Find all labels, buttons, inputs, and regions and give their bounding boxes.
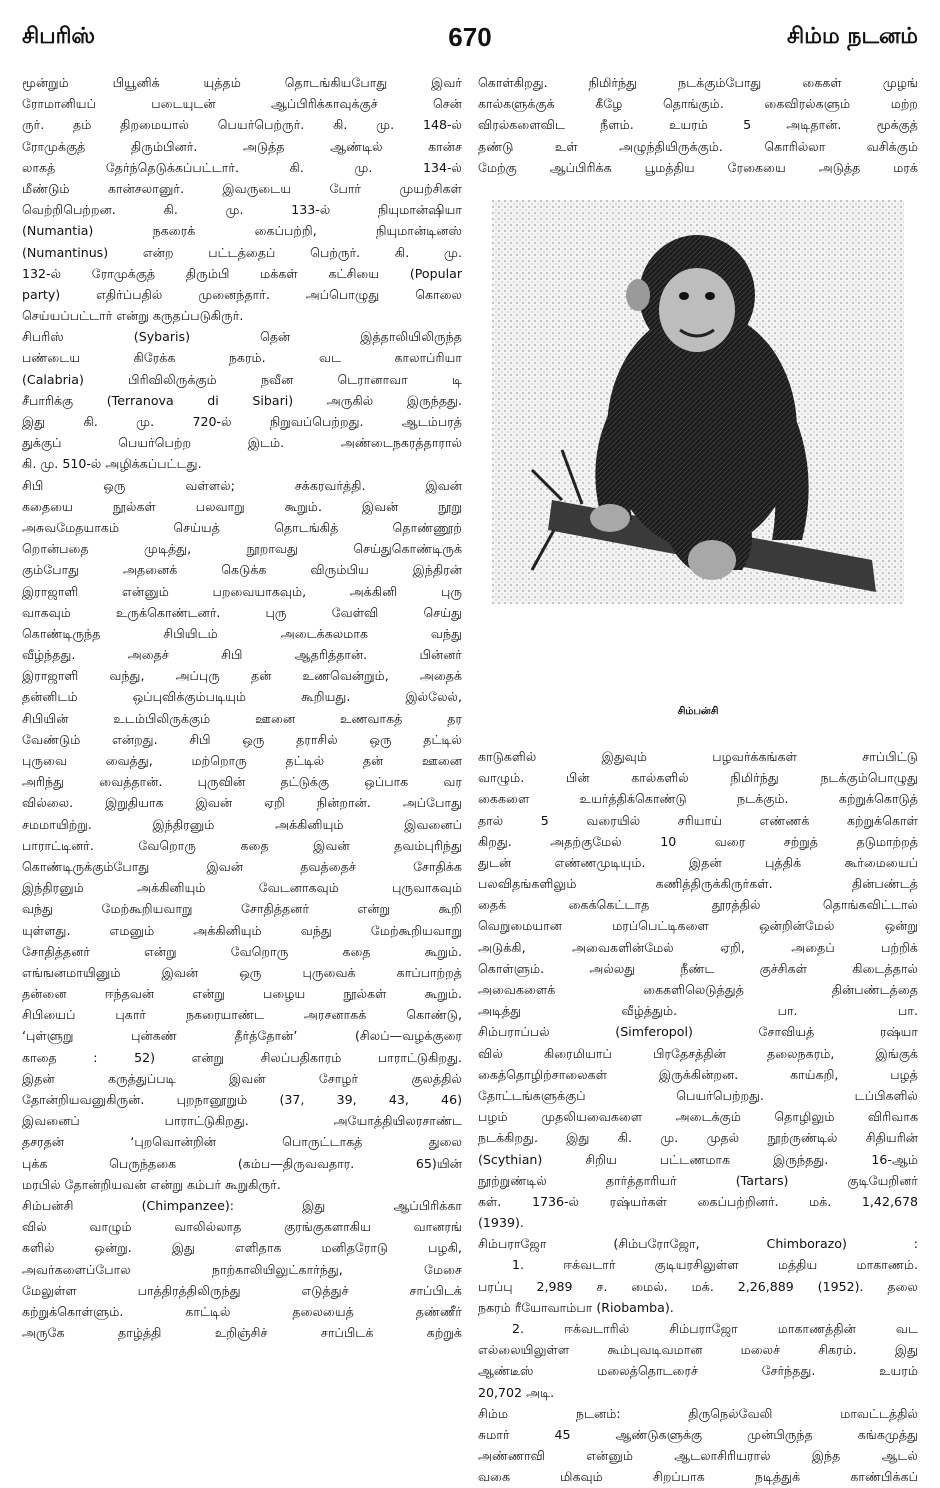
- text-line: இதன் கருத்துப்படி இவன் சோழர் குலத்தில்: [22, 1070, 462, 1086]
- text-line: பாராட்டினர். வேறொரு கதை இவன் தவம்புரிந்து: [22, 837, 462, 853]
- text-line: மூன்றும் பியூனிக் யுத்தம் தொடங்கியபோது இவர்: [22, 75, 462, 90]
- text-line: கைத்தொழிற்சாலைகள் இருக்கின்றன. காய்கறி, பழத்: [478, 1066, 918, 1082]
- text-line: ருர். தம் திறமையால் பெயர்பெற்ருர். கி. மு. 148-ல்: [22, 117, 462, 133]
- chimp-ear: [626, 279, 650, 311]
- text-line: தசரதன் ‘புறவொன்றின் பொருட்டாகத் துலை: [22, 1134, 462, 1150]
- entry-heading-simha-nadanam: சிம்ம நடனம்: திருநெல்வேலி மாவட்டத்தில்: [478, 1405, 918, 1421]
- text-line: சிபியைப் புகார் நகரையாண்ட அரசனாகக் கொண்டு,: [22, 1007, 462, 1023]
- text-line: அருகே தாழ்த்தி உறிஞ்சிச் சாப்பிடக் கற்றுக்: [22, 1325, 462, 1341]
- text-line: அடித்து வீழ்த்தும். பா. பா.: [478, 1003, 918, 1019]
- chimp-face: [659, 268, 735, 352]
- page-header: [22, 20, 918, 60]
- chimp-foot: [688, 540, 736, 580]
- text-line: கள். 1736-ல் ரஷ்யர்கள் கைப்பற்றினர். மக். 1,42,678: [478, 1193, 918, 1209]
- text-line: இராஜாளி வந்து, அப்புரு தன் உணவென்றும், அதைக்: [22, 668, 462, 684]
- text-line: தண்டு உள் அழுந்தியிருக்கும். கொரில்லா வசிக்கும்: [478, 138, 918, 154]
- running-head-right: சிம்ம நடனம்: [787, 24, 918, 49]
- text-line: வேண்டும் என்றது. சிபி ஒரு தராசில் ஒரு தட்டில்: [22, 731, 462, 747]
- text-line: 1. ஈக்வடார் குடியரசிலுள்ள மத்திய மாகாணம்.: [512, 1257, 918, 1273]
- text-line: நூற்றுண்டில் தார்த்தாரியர் (Tartars) குடியேறினர்: [478, 1172, 918, 1188]
- text-line: நடக்கிறது. இது கி. மு. முதல் நூற்ருண்டில் சிதியரின்: [478, 1130, 918, 1146]
- text-line: வந்து மேற்கூறியவாறு சோதித்தனர் என்று கூறி: [22, 901, 462, 917]
- chimp-hand: [590, 504, 630, 532]
- text-line: (Scythian) சிறிய பட்டணமாக இருந்தது. 16-ஆம்: [478, 1151, 918, 1167]
- right-column: [478, 72, 918, 1488]
- text-line: கற்றுக்கொள்ளும். காட்டில் தலையைத் தண்ணீர்: [22, 1303, 462, 1319]
- text-line: party) எதிர்ப்பதில் முனைந்தார். அப்பொழுது கொலை: [22, 286, 462, 302]
- text-line: ரோமானியப் படையுடன் ஆப்பிரிக்காவுக்குச் சென்: [22, 96, 462, 112]
- text-line: சீபாரிக்கு (Terranova di Sibari) அருகில் இருந்தது.: [22, 392, 462, 408]
- text-line: யுள்ளது. எமனும் அக்கினியும் வந்து மேற்கூறியவாறு: [22, 922, 462, 938]
- text-line: கால்களுக்குக் கீழே தொங்கும். கைவிரல்களும் மற்ற: [478, 96, 918, 112]
- text-line: ரோமுக்குத் திரும்பினர். அடுத்த ஆண்டில் கான்ச: [22, 138, 462, 154]
- text-line: தோன்றியவனுகிருன். புறநானூறும் (37, 39, 43, 46): [22, 1092, 462, 1107]
- text-line: துடன் எண்ணமுடியும். இதன் புத்திக் கூர்மையைப்: [478, 854, 918, 870]
- text-line: (1939).: [478, 1215, 524, 1231]
- text-line: கொண்டிருக்கும்போது இவன் தவத்தைச் சோதிக்க: [22, 858, 462, 874]
- left-column: [22, 72, 462, 1343]
- text-line: வில்லை. இறுதியாக இவன் ஏறி நின்றான். அப்போது: [22, 795, 462, 811]
- figure-caption: சிம்பன்சி: [677, 705, 719, 717]
- chimp-eye-right: [705, 292, 715, 300]
- text-line: விரல்களைவிட நீளம். உயரம் 5 அடிதான். மூக்குத்: [478, 117, 918, 133]
- text-line: வகை மிகவும் சிறப்பாக நடித்துக் காண்பிக்கப்: [478, 1469, 918, 1485]
- text-line: மேற்கு ஆப்பிரிக்க பூமத்திய ரேகையை அடுத்த மரக்: [478, 159, 918, 175]
- text-line: (Calabria) பிரிவிலிருக்கும் நவீன டெரானாவா டி: [22, 371, 462, 387]
- text-line: கொள்ளும். அல்லது நீண்ட குச்சிகள் கிடைத்தால்: [478, 960, 918, 976]
- text-line: தோட்டங்களுக்குப் பெயர்பெற்றது. டப்பிகளில்: [478, 1087, 918, 1103]
- text-line: (Numantinus) என்ற பட்டத்தைப் பெற்ருர். கி. மு.: [22, 244, 462, 260]
- text-line: பலவிதங்களிலும் கணித்திருக்கிருர்கள். தின்பண்டத்: [478, 876, 918, 892]
- text-line: வெறுமையான மரப்பெட்டிகளை ஒன்றின்மேல் ஒன்று: [478, 918, 918, 934]
- text-line: இது கி. மு. 720-ல் நிறுவப்பெற்றது. ஆடம்பரத்: [22, 414, 462, 429]
- text-line: ஆண்டீஸ் மலைத்தொடரைச் சேர்ந்தது. உயரம்: [478, 1363, 918, 1379]
- text-line: பரப்பு 2,989 ச. மைல். மக். 2,26,889 (1952). தலை: [478, 1278, 918, 1294]
- text-line: அரிந்து வைத்தான். புருவின் தட்டுக்கு ஒப்பாக வர: [22, 774, 462, 790]
- entry-heading-simferopol: சிம்பராப்பல் (Simferopol) சோவியத் ரஷ்யா: [478, 1024, 918, 1040]
- entry-heading-sybaris: சிபரிஸ் (Sybaris) தென் இத்தாலியிலிருந்த: [22, 329, 462, 345]
- text-line: கதையை நூல்கள் பலவாறு கூறும். இவன் நூறு: [22, 498, 462, 514]
- text-line: எல்லையிலுள்ள கூம்புவடிவமான மலைச் சிகரம். இது: [478, 1342, 918, 1358]
- text-line: அண்ணாவி என்னும் ஆடலாசிரியரால் இந்த ஆடல்: [478, 1448, 918, 1464]
- text-line: அசுவமேதயாகம் செய்யத் தொடங்கித் தொண்ணூற்: [22, 519, 462, 535]
- text-line: மீண்டும் கான்சலானுர். இவருடைய போர் முயற்சிகள்: [22, 180, 462, 196]
- chimpanzee-figure: [478, 186, 918, 746]
- text-line: அவைகளைக் கைகளிலெடுத்துத் தின்பண்டத்தை: [478, 982, 918, 997]
- text-line: 20,702 அடி.: [478, 1384, 555, 1400]
- page-number: 670: [448, 22, 492, 52]
- running-head-left: சிபரிஸ்: [22, 24, 96, 49]
- text-line: வாழும். பின் கால்களில் நிமிர்ந்து நடக்கும்பொழுது: [478, 770, 918, 786]
- text-line: தன்னை ஈந்தவன் என்று பழைய நூல்கள் கூறும்.: [22, 986, 462, 1002]
- text-line: கைகளை உயர்த்திக்கொண்டு நடக்கும். கற்றுக்கொடுத்: [478, 791, 918, 807]
- text-line: வில் கிரைமியாப் பிரதேசத்தின் தலைநகரம், இங்குக்: [478, 1045, 918, 1061]
- text-line: மேலுள்ள பாத்திரத்திலிருந்து எடுத்துச் சாப்பிடக்: [22, 1282, 462, 1298]
- text-line: காதை : 52) என்று சிலப்பதிகாரம் பாராட்டுகிறது.: [22, 1049, 462, 1065]
- text-line: (Numantia) நகரைக் கைப்பற்றி, நியுமான்டினஸ்: [22, 223, 462, 239]
- entry-heading-sibi: சிபி ஒரு வள்ளல்; சக்கரவர்த்தி. இவன்: [22, 477, 462, 493]
- text-line: களில் ஒன்று. இது எளிதாக மனிதரோடு பழகி,: [22, 1240, 462, 1256]
- text-line: இராஜாளி என்னும் பறவையாகவும், அக்கினி புரு: [22, 583, 462, 599]
- text-line: பண்டைய கிரேக்க நகரம். வட காலாப்ரியா: [22, 350, 462, 366]
- text-line: பழம் முதலியவைகளை அடைக்கும் தொழிலும் விரிவாக: [478, 1109, 918, 1125]
- text-line: சோதித்தனர் என்று வேறொரு கதை கூறும்.: [22, 943, 462, 959]
- entry-heading-chimborazo: சிம்பராஜோ (சிம்பரோஜோ, Chimborazo) :: [478, 1236, 918, 1252]
- text-line: சமமாயிற்று. இந்திரனும் அக்கினியும் இவனைப்: [22, 816, 462, 832]
- text-line: அவர்களைப்போல நாற்காலியிலுட்கார்ந்து, மேசை: [22, 1261, 462, 1277]
- text-line: லாகத் தேர்ந்தெடுக்கப்பட்டார். கி. மு. 134-ல்: [22, 159, 462, 175]
- text-line: 2. ஈக்வடாரில் சிம்பராஜோ மாகாணத்தின் வட: [512, 1321, 918, 1336]
- text-line: 132-ல் ரோமுக்குத் திரும்பி மக்கள் கட்சியை (Popular: [22, 265, 462, 281]
- chimp-eye-left: [679, 292, 689, 300]
- text-line: செய்யப்பட்டார் என்று கருதப்படுகிருர்.: [22, 308, 244, 324]
- text-line: வாகவும் உருக்கொண்டனர். புரு வேள்வி செய்து: [22, 604, 462, 620]
- text-line: கொண்டிருந்த சிபியிடம் அடைக்கலமாக வந்து: [22, 625, 462, 641]
- text-line: அடுக்கி, அவைகளின்மேல் ஏறி, அதைப் பற்றிக்: [478, 939, 918, 955]
- text-line: வில் வாழும் வாலில்லாத குரங்குகளாகிய வானரங்: [22, 1219, 462, 1235]
- text-line: வெற்றிபெற்றன. கி. மு. 133-ல் நியுமான்ஷியா: [22, 202, 462, 218]
- text-line: எங்ஙனமாயினும் இவன் ஒரு புருவைக் காப்பாற்றத்: [22, 964, 462, 980]
- text-line: வீழ்ந்தது. அதைச் சிபி ஆதரித்தான். பின்னர்: [22, 647, 462, 663]
- text-line: இவனைப் பாராட்டுகிறது. அயோத்தியிலரசாண்ட: [22, 1113, 462, 1129]
- text-line: கொள்கிறது. நிமிர்ந்து நடக்கும்போது கைகள் முழங்: [478, 75, 918, 90]
- text-line: சிபியின் உடம்பிலிருக்கும் ஊனை உணவாகத் தர: [22, 710, 462, 726]
- text-line: இந்திரனும் அக்கினியும் வேடனாகவும் புருவாகவும்: [22, 880, 462, 896]
- text-line: புருவை வைத்து, மற்றொரு தட்டில் தன் ஊனை: [22, 753, 462, 768]
- text-line: மரபில் தோன்றியவன் என்று கம்பர் கூறுகிருர்.: [22, 1176, 281, 1192]
- text-line: கும்போது அதனைக் கெடுக்க விரும்பிய இந்திரன்: [22, 562, 462, 578]
- text-line: கிறது. அதற்குமேல் 10 வரை சற்றுத் தடுமாற்றத்: [478, 833, 918, 849]
- text-line: துக்குப் பெயர்பெற்ற இடம். அண்டைநகரத்தாரால்: [22, 435, 462, 451]
- text-line: புக்க பெருந்தகை (கம்ப—திருவவதார. 65)யின்: [22, 1155, 462, 1171]
- text-line: கி. மு. 510-ல் அழிக்கப்பட்டது.: [22, 456, 202, 472]
- text-line: தைக் கைக்கெட்டாத தூரத்தில் தொங்கவிட்டால்: [478, 897, 918, 913]
- text-line: ‘புள்ளுறு புன்கண் தீர்த்தோன்’ (சிலப்—வழக்குரை: [22, 1028, 462, 1044]
- text-line: காடுகளில் இதுவும் பழவர்க்கங்கள் சாப்பிட்டு: [478, 748, 918, 764]
- text-line: றொன்பதை முடித்து, நூறாவது செய்துகொண்டிருக்: [22, 541, 462, 557]
- entry-heading-chimpanzee: சிம்பன்சி (Chimpanzee): இது ஆப்பிரிக்கா: [22, 1197, 462, 1213]
- text-line: நகரம் ரீயோவாம்பா (Riobamba).: [478, 1299, 674, 1315]
- text-line: தன்னிடம் ஒப்புவிக்கும்படியும் கூறியது. இல்லேல்,: [22, 689, 462, 705]
- text-line: தால் 5 வரையில் சரியாய் எண்ணக் கற்றுக்கொள்: [478, 812, 918, 828]
- chimpanzee-illustration: [492, 200, 904, 604]
- text-line: சுமார் 45 ஆண்டுகளுக்கு முன்பிருந்த கங்கமுத்து: [478, 1426, 918, 1442]
